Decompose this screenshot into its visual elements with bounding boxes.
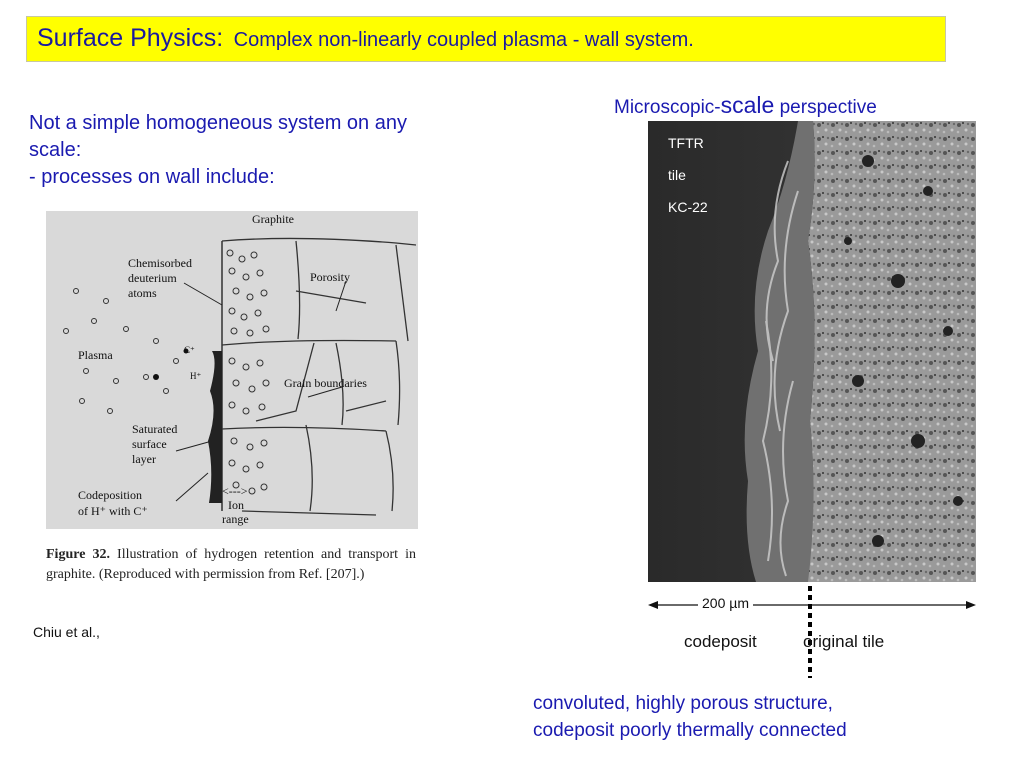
credit-text: Chiu et al., — [33, 624, 100, 640]
caption-text: Illustration of hydrogen retention and transport in graphite. (Reproduced with permission from Ref. [207].) — [46, 547, 416, 582]
label-c-plus: C⁺ — [184, 345, 195, 355]
label-range: range — [222, 512, 249, 526]
photo-tag-1: TFTR — [668, 135, 704, 151]
lead-text — [29, 110, 489, 191]
slide-subtitle: Complex non-linearly coupled plasma - wall system. — [233, 29, 694, 51]
photo-tag-3: KC-22 — [668, 199, 708, 215]
label-plasma: Plasma — [78, 348, 113, 362]
label-porosity: Porosity — [310, 270, 351, 284]
label-original-tile: original tile — [803, 632, 885, 651]
micro-emph: scale — [720, 92, 775, 118]
label-saturated-3: layer — [132, 452, 156, 466]
microscopic-heading — [614, 92, 877, 119]
label-graphite: Graphite — [252, 212, 294, 226]
label-codeposition-1: Codeposition — [78, 488, 143, 502]
label-saturated-1: Saturated — [132, 422, 178, 436]
conclusion-text — [533, 690, 847, 744]
scale-bar-label: 200 µm — [698, 595, 753, 611]
label-ion-arrow: <---> — [222, 484, 248, 498]
label-ion: Ion — [228, 498, 244, 512]
label-saturated-2: surface — [132, 437, 167, 451]
label-chemisorbed-1: Chemisorbed — [128, 256, 192, 270]
figure-caption — [46, 545, 416, 585]
label-chemisorbed-2: deuterium — [128, 271, 177, 285]
label-codeposit: codeposit — [684, 632, 757, 651]
lead-line-2: scale: — [29, 139, 82, 161]
label-chemisorbed-3: atoms — [128, 286, 157, 300]
label-codeposition-2: of H⁺ with C⁺ — [78, 504, 148, 518]
micro-prefix: Microscopic- — [614, 97, 721, 118]
slide-title: Surface Physics: — [37, 24, 224, 52]
label-grain-boundaries: Grain boundaries — [284, 376, 367, 390]
conclusion-line-2: codeposit poorly thermally connected — [533, 720, 847, 741]
micrograph-photo — [648, 121, 976, 582]
lead-line-3: - processes on wall include: — [29, 166, 275, 188]
micro-suffix: perspective — [774, 97, 877, 118]
graphite-diagram — [46, 211, 418, 529]
caption-label: Figure 32. — [46, 547, 110, 562]
conclusion-line-1: convoluted, highly porous structure, — [533, 693, 833, 714]
title-bar — [26, 16, 946, 62]
lead-line-1: Not a simple homogeneous system on any — [29, 112, 407, 134]
label-h-plus: H⁺ — [190, 371, 202, 381]
photo-tag-2: tile — [668, 167, 686, 183]
